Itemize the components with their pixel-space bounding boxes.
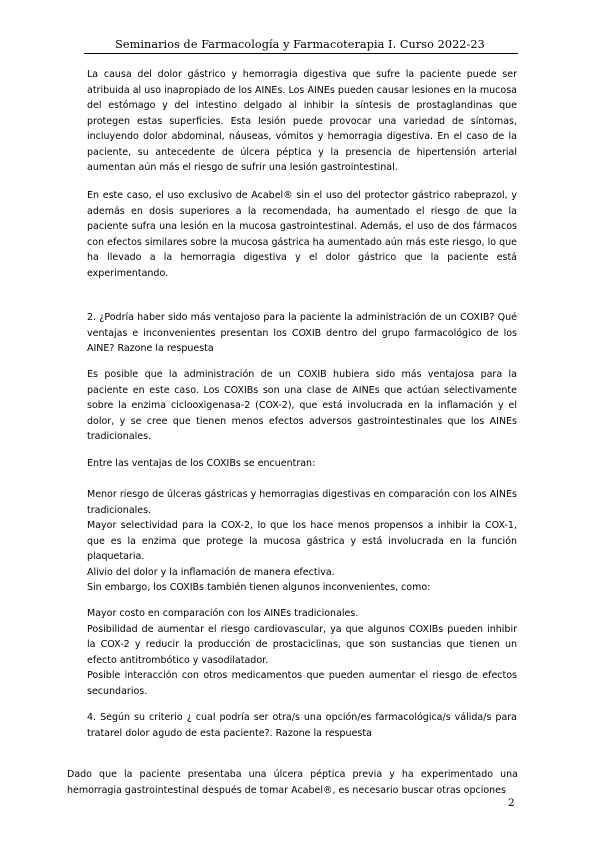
advantages-list xyxy=(87,487,517,596)
list-item: Alivio del dolor y la inflamación de manera efectiva. xyxy=(87,566,335,578)
page-number: 2 xyxy=(508,797,515,809)
disadvantages-list xyxy=(87,606,517,699)
list-item: Menor riesgo de úlceras gástricas y hemorragias digestivas en comparación con los AINEs tradicionales. xyxy=(87,489,517,516)
paragraph-cause: La causa del dolor gástrico y hemorragia digestiva que sufre la paciente puede ser atribuida al uso inapropiado de los AINEs. Los AINEs pueden causar lesiones en la mucosa del estómago y del intestino delgado al inhibir la síntesis de prostaglandinas que protegen estas superficies. Esta lesión puede provocar una variedad de síntomas, incluyendo dolor abdominal, náuseas, vómitos y hemorragia digestiva. En el caso de la paciente, su antecedente de úlcera péptica y la presencia de hipertensión arterial aumentan aún más el riesgo de sufrir una lesión gastrointestinal. xyxy=(87,69,517,173)
header-rule xyxy=(84,53,518,54)
paragraph-final: Dado que la paciente presentaba una úlcera péptica previa y ha experimentado una hemorragia gastrointestinal después de tomar Acabel®, es necesario buscar otras opciones xyxy=(67,769,518,796)
paragraph-acabel-risk: En este caso, el uso exclusivo de Acabel® sin el uso del protector gástrico rabeprazol, y además en dosis superiores a la recomendada, ha aumentado el riesgo de que la paciente sufra una lesión en la mucosa gastrointestinal. Además, el uso de dos fármacos con efectos similares sobre la mucosa gástrica ha aumentado aún más este riesgo, lo que ha llevado a la hemorragia digestiva y el dolor gástrico que la paciente está experimentando. xyxy=(87,190,517,279)
question-2: 2. ¿Podría haber sido más ventajoso para la paciente la administración de un COXIB? Qué ventajas e inconvenientes presentan los COXIB dentro del grupo farmacológico de los AINE? Razone la respuesta xyxy=(87,312,517,354)
page-header: Seminarios de Farmacología y Farmacoterapia I. Curso 2022-23 xyxy=(115,38,485,51)
list-item: Mayor selectividad para la COX-2, lo que los hace menos propensos a inhibir la COX-1, que es la enzima que protege la mucosa gástrica y está involucrada en la función plaquetaria. xyxy=(87,520,517,562)
list-item: Sin embargo, los COXIBs también tienen algunos inconvenientes, como: xyxy=(87,582,431,593)
question-4: 4. Según su criterio ¿ cual podría ser otra/s una opción/es farmacológica/s válida/s para tratarel dolor agudo de esta paciente?. Razone la respuesta xyxy=(87,712,517,739)
list-item: Mayor costo en comparación con los AINEs tradicionales. xyxy=(87,608,359,619)
list-item: Posibilidad de aumentar el riesgo cardiovascular, ya que algunos COXIBs pueden inhibir la COX-2 y reducir la producción de prostaciclinas, que son sustancias que tienen un efecto antitrombótico y vasodilatador. xyxy=(87,623,517,666)
paragraph-coxib-answer: Es posible que la administración de un COXIB hubiera sido más ventajosa para la paciente en este caso. Los COXIBs son una clase de AINEs que actúan selectivamente sobre la enzima ciclooxigenasa-2 (COX-2), que está involucrada en la inflamación y el dolor, y se cree que tienen menos efectos adversos gastrointestinales que los AINEs tradicionales. xyxy=(87,369,517,442)
list-item: Posible interacción con otros medicamentos que pueden aumentar el riesgo de efectos secundarios. xyxy=(87,670,517,697)
advantages-intro: Entre las ventajas de los COXIBs se encuentran: xyxy=(87,458,316,469)
